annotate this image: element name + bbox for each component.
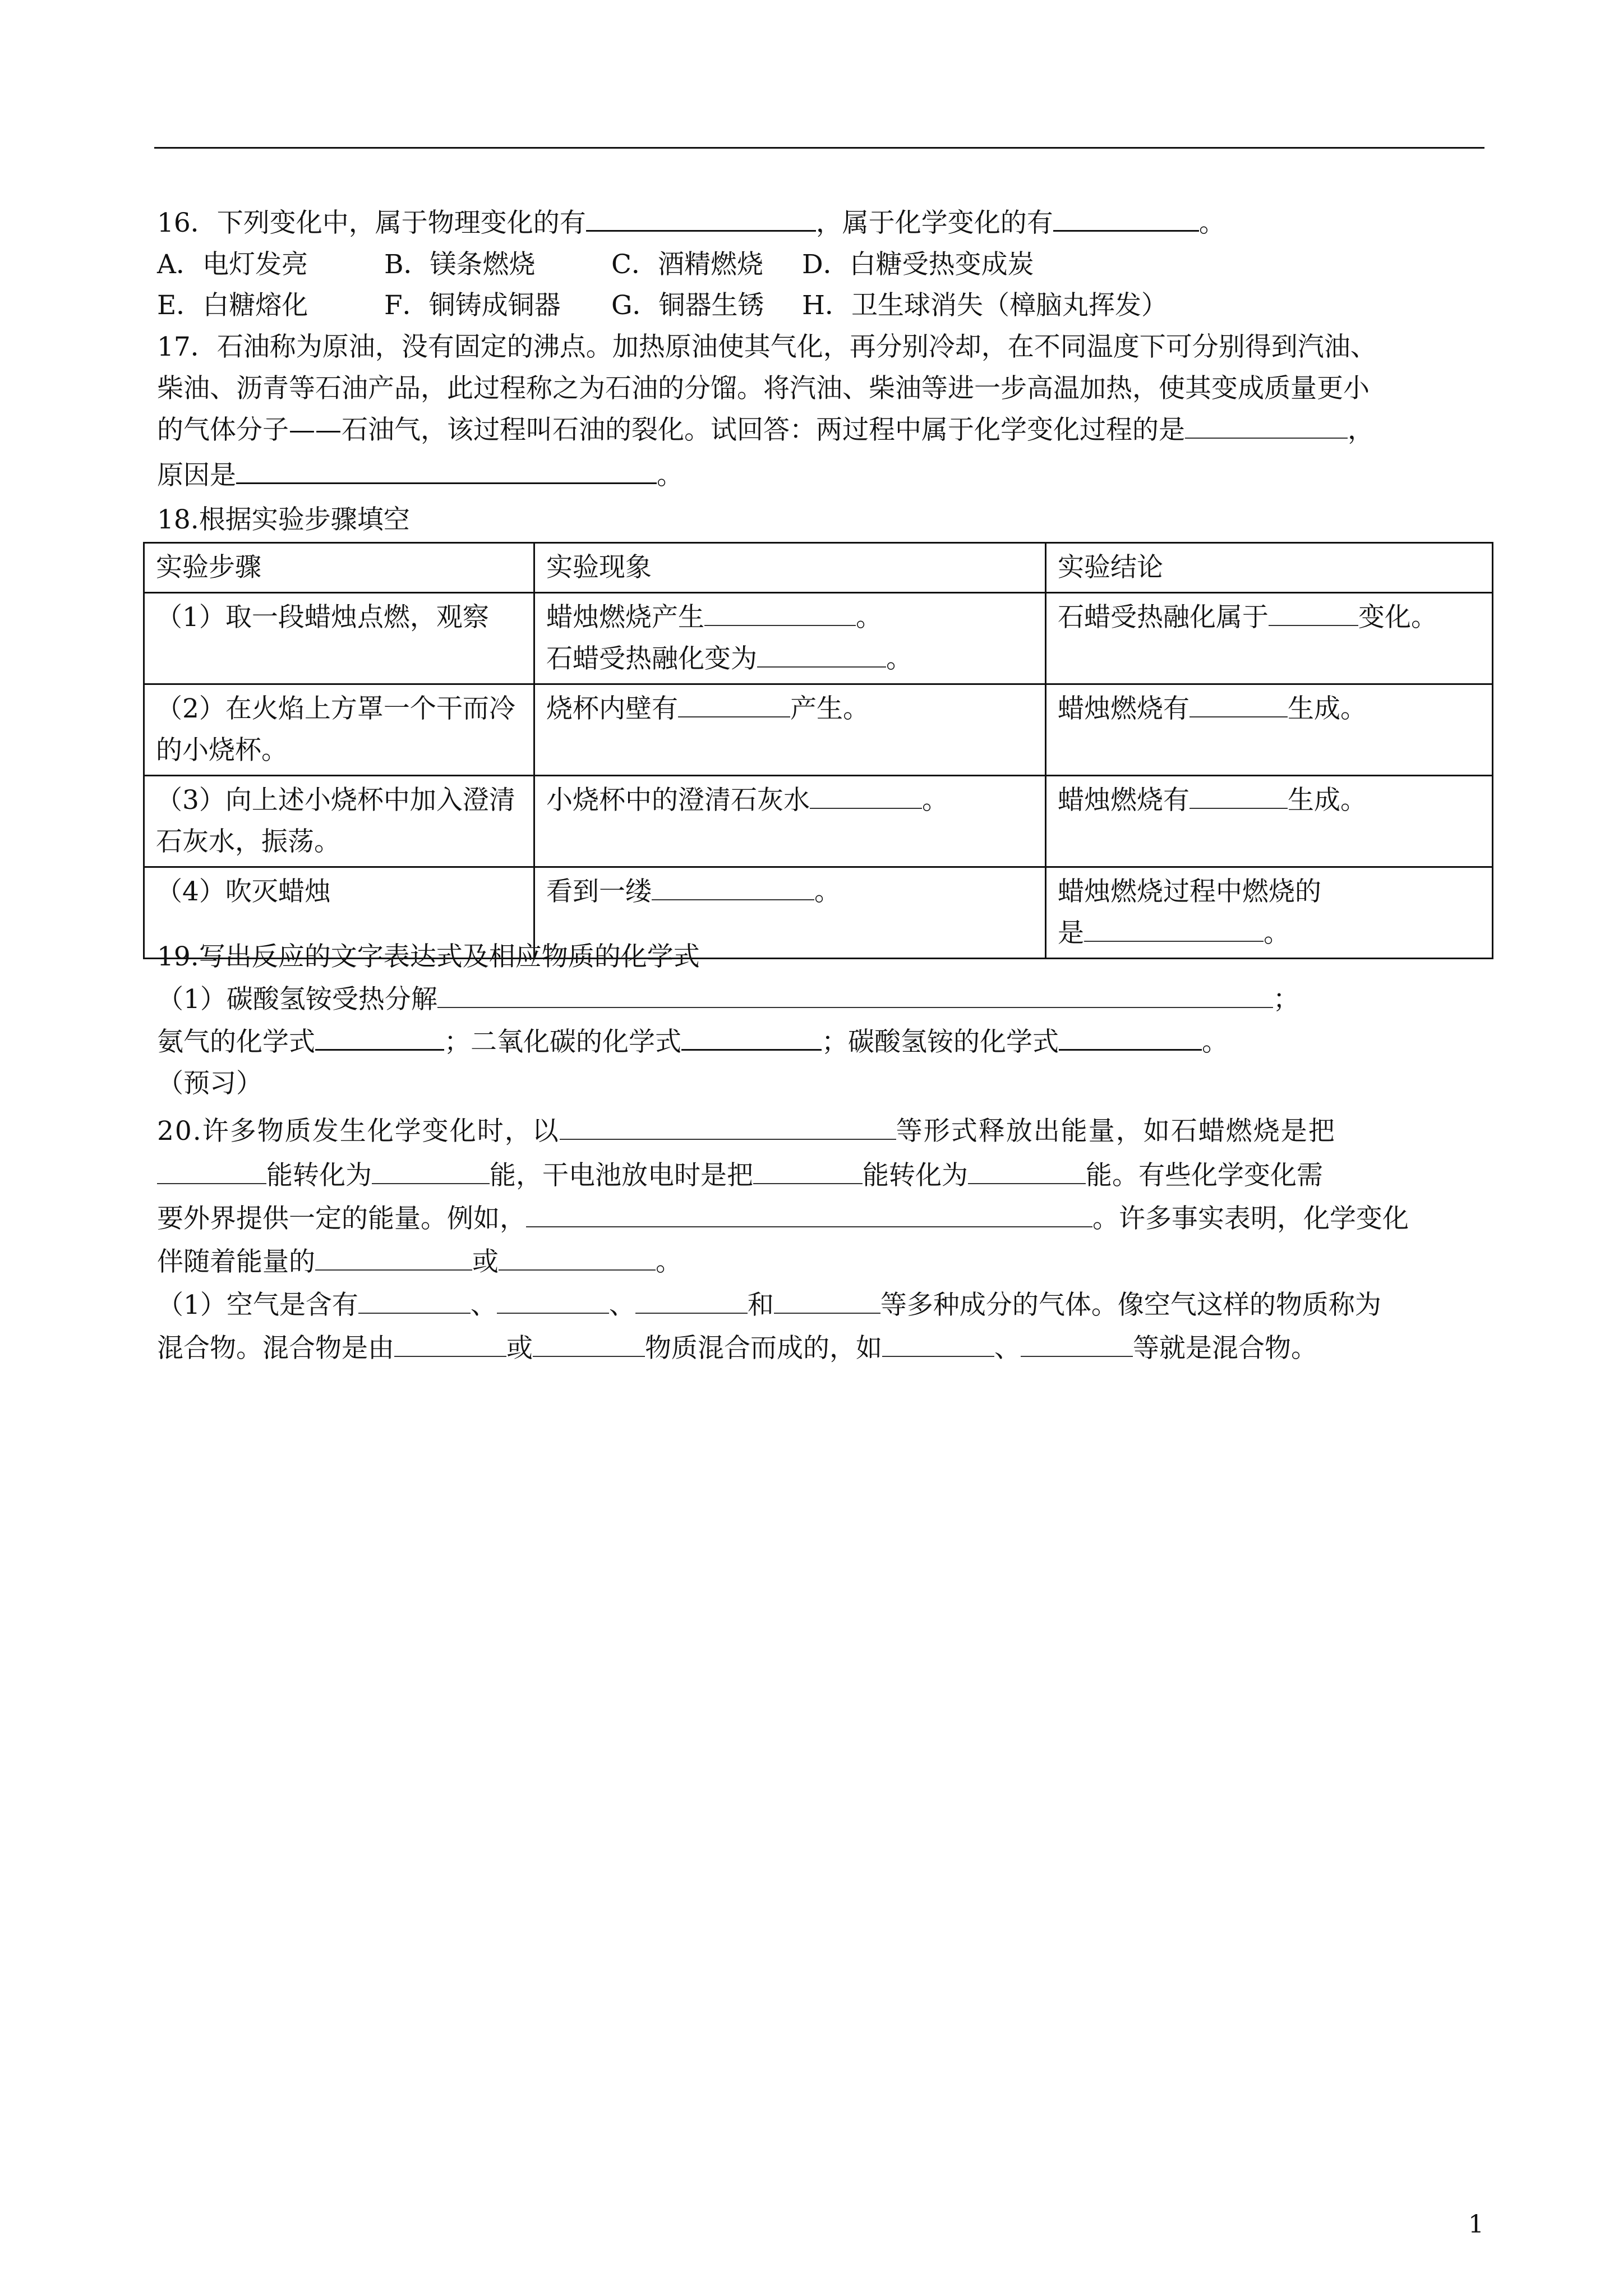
q18-title: 18.根据实验步骤填空 [157, 504, 410, 535]
preview-label: （预习） [157, 1068, 262, 1099]
phenomenon-end: 产生。 [790, 693, 869, 724]
q20-text-4c: 。 [656, 1246, 682, 1277]
q20-air-text-1: （1）空气是含有 [157, 1290, 358, 1320]
conclusion-text: 蜡烛燃烧有 [1058, 785, 1189, 816]
phenomenon-cell [534, 684, 1046, 776]
conclusion-end: 生成。 [1288, 785, 1367, 816]
conclusion-end: 。 [1264, 918, 1290, 949]
q20-blank-forms[interactable] [560, 1114, 896, 1140]
phenomenon-blank-2[interactable] [757, 642, 886, 668]
phenomenon-text: 烧杯内壁有 [546, 693, 678, 724]
phenomenon-end: 。 [856, 602, 882, 633]
q20-text-3a: 要外界提供一定的能量。例如， [157, 1203, 526, 1234]
q20-text-4b: 或 [472, 1246, 499, 1277]
step-cell: （2）在火焰上方罩一个干而冷的小烧杯。 [144, 684, 534, 776]
q20-blank-absorb[interactable] [315, 1245, 472, 1271]
q16-option-b: B．镁条燃烧 [384, 249, 536, 280]
q17-line-2: 柴油、沥青等石油产品，此过程称之为石油的分馏。将汽油、柴油等进一步高温加热，使其变成质量更小 [157, 373, 1370, 404]
header-steps: 实验步骤 [144, 543, 534, 593]
conclusion-text: 蜡烛燃烧有 [1058, 693, 1189, 724]
table-row [144, 776, 1493, 867]
q16-blank-chemical[interactable] [1053, 205, 1199, 232]
conclusion-blank[interactable] [1189, 783, 1288, 809]
q16-blank-physical[interactable] [586, 205, 816, 232]
q20-text-4a: 伴随着能量的 [157, 1246, 315, 1277]
q20-air-sep-2: 、 [608, 1290, 635, 1320]
conclusion-blank[interactable] [1189, 692, 1288, 717]
q20-line-3 [157, 1201, 1409, 1237]
q20-line-2 [157, 1158, 1323, 1194]
conclusion-text-2: 是 [1058, 918, 1084, 949]
q17-line-4-end: 。 [657, 460, 683, 491]
q20-line-4 [157, 1244, 682, 1280]
q19-title: 19.写出反应的文字表达式及相应物质的化学式 [157, 941, 700, 972]
q20-text-3b: 。许多事实表明，化学变化 [1092, 1203, 1409, 1234]
q20-blank-mix-3[interactable] [882, 1331, 994, 1357]
q20-text-1b: 等形式释放出能量，如石蜡燃烧是把 [896, 1116, 1336, 1147]
q16-option-e: E．白糖熔化 [157, 290, 308, 321]
q16-text-c: 。 [1198, 208, 1225, 238]
q20-blank-mix-1[interactable] [394, 1331, 506, 1357]
q16-text-b: ，属于化学变化的有 [815, 208, 1053, 238]
step-cell: （3）向上述小烧杯中加入澄清石灰水，振荡。 [144, 776, 534, 867]
q16-option-c: C．酒精燃烧 [611, 249, 763, 280]
conclusion-text: 蜡烛燃烧过程中燃烧的 [1058, 876, 1321, 907]
q20-blank-mix-4[interactable] [1021, 1331, 1133, 1357]
q19-nh4hco3-label: ；碳酸氢铵的化学式 [822, 1027, 1059, 1057]
q20-blank-example[interactable] [526, 1202, 1092, 1227]
step-cell: （4）吹灭蜡烛 [144, 867, 534, 959]
q20-air-sep-1: 、 [470, 1290, 497, 1320]
header-phenomena: 实验现象 [534, 543, 1046, 593]
phenomenon-cell [534, 593, 1046, 684]
q17-line-3 [157, 412, 1374, 448]
q19-blank-equation[interactable] [437, 982, 1273, 1008]
phenomenon-blank[interactable] [678, 692, 790, 717]
q17-line-1: 17．石油称为原油，没有固定的沸点。加热原油使其气化，再分别冷却，在不同温度下可分别得到汽油、 [157, 332, 1377, 362]
q20-line-1 [157, 1114, 1336, 1149]
q20-mix-text-1: 混合物。混合物是由 [157, 1333, 394, 1364]
q16-option-h: H．卫生球消失（樟脑丸挥发） [802, 290, 1168, 321]
conclusion-cell [1046, 684, 1493, 776]
table-row [144, 593, 1493, 684]
phenomenon-text: 小烧杯中的澄清石灰水 [546, 785, 810, 816]
conclusion-blank[interactable] [1084, 916, 1264, 942]
q20-air-line-1 [157, 1287, 1381, 1323]
q16-option-d: D．白糖受热变成炭 [802, 249, 1034, 280]
phenomenon-blank[interactable] [810, 783, 922, 809]
q19-item1 [157, 982, 1299, 1018]
phenomenon-blank[interactable] [704, 600, 856, 626]
phenomenon-text: 蜡烛燃烧产生 [546, 602, 704, 633]
q16-text-a: 16．下列变化中，属于物理变化的有 [157, 208, 586, 238]
q20-mix-sep: 、 [994, 1333, 1021, 1364]
phenomenon-end: 。 [922, 785, 948, 816]
q17-reason-label: 原因是 [157, 460, 236, 491]
conclusion-blank[interactable] [1269, 600, 1358, 626]
conclusion-end: 变化。 [1358, 602, 1437, 633]
step-cell: （1）取一段蜡烛点燃，观察 [144, 593, 534, 684]
page-number: 1 [1468, 2210, 1484, 2239]
table-header-row [144, 543, 1493, 593]
q19-formulas [157, 1024, 1228, 1060]
q20-air-line-2 [157, 1331, 1317, 1366]
q20-blank-air-4[interactable] [774, 1288, 880, 1314]
q20-text-2b: 能，干电池放电时是把 [490, 1160, 753, 1191]
experiment-table [143, 542, 1493, 959]
q20-blank-mix-2[interactable] [533, 1331, 645, 1357]
q17-line-3-end: ， [1348, 415, 1374, 445]
q20-blank-air-2[interactable] [497, 1288, 609, 1314]
q19-item1-text: （1）碳酸氢铵受热分解 [157, 984, 437, 1015]
phenomenon-end-2: 。 [886, 643, 912, 674]
q16-option-a: A．电灯发亮 [157, 249, 308, 280]
q20-mix-text-2: 物质混合而成的，如 [645, 1333, 882, 1364]
q19-blank-nh4hco3[interactable] [1059, 1024, 1202, 1051]
q20-blank-energy-4[interactable] [968, 1158, 1086, 1184]
q16-option-f: F．铜铸成铜器 [384, 290, 561, 321]
q20-blank-air-3[interactable] [635, 1288, 748, 1314]
q20-blank-energy-1[interactable] [157, 1158, 266, 1184]
q20-mix-text-3: 等就是混合物。 [1133, 1333, 1317, 1364]
q20-text-2c: 能转化为 [863, 1160, 968, 1191]
q20-air-and: 和 [747, 1290, 774, 1320]
table-row [144, 684, 1493, 776]
q19-ammonia-label: 氨气的化学式 [157, 1027, 315, 1057]
conclusion-cell [1046, 776, 1493, 867]
q20-blank-energy-3[interactable] [753, 1158, 863, 1184]
q19-blank-co2[interactable] [681, 1024, 822, 1051]
q20-blank-energy-2[interactable] [372, 1158, 490, 1184]
conclusion-text: 石蜡受热融化属于 [1058, 602, 1269, 633]
q20-text-2d: 能。有些化学变化需 [1086, 1160, 1323, 1191]
q17-blank-reason[interactable] [236, 458, 657, 484]
q19-formulas-end: 。 [1202, 1027, 1228, 1057]
q20-text-2a: 能转化为 [266, 1160, 372, 1191]
phenomenon-text-2: 石蜡受热融化变为 [546, 643, 757, 674]
conclusion-end: 生成。 [1288, 693, 1367, 724]
q19-co2-label: ；二氧化碳的化学式 [444, 1027, 681, 1057]
q17-line-3-text: 的气体分子——石油气，该过程叫石油的裂化。试回答：两过程中属于化学变化过程的是 [157, 415, 1185, 445]
q20-text-1a: 20.许多物质发生化学变化时，以 [157, 1116, 560, 1147]
header-conclusion: 实验结论 [1046, 543, 1493, 593]
header-rule [154, 147, 1484, 149]
q20-mix-or: 或 [506, 1333, 533, 1364]
phenomenon-end: 。 [814, 876, 841, 907]
q16-line [157, 205, 1225, 241]
q16-option-g: G．铜器生锈 [611, 290, 764, 321]
conclusion-cell [1046, 593, 1493, 684]
q20-air-text-2: 等多种成分的气体。像空气这样的物质称为 [880, 1290, 1381, 1320]
phenomenon-blank[interactable] [652, 875, 814, 900]
q19-item1-end: ； [1272, 984, 1299, 1015]
phenomenon-text: 看到一缕 [546, 876, 652, 907]
q19-blank-ammonia[interactable] [315, 1024, 444, 1051]
conclusion-cell [1046, 867, 1493, 959]
q20-blank-release[interactable] [499, 1245, 656, 1271]
q17-blank-chemical-process[interactable] [1185, 413, 1348, 439]
phenomenon-cell [534, 776, 1046, 867]
q20-blank-air-1[interactable] [358, 1288, 471, 1314]
q17-line-4 [157, 458, 683, 494]
